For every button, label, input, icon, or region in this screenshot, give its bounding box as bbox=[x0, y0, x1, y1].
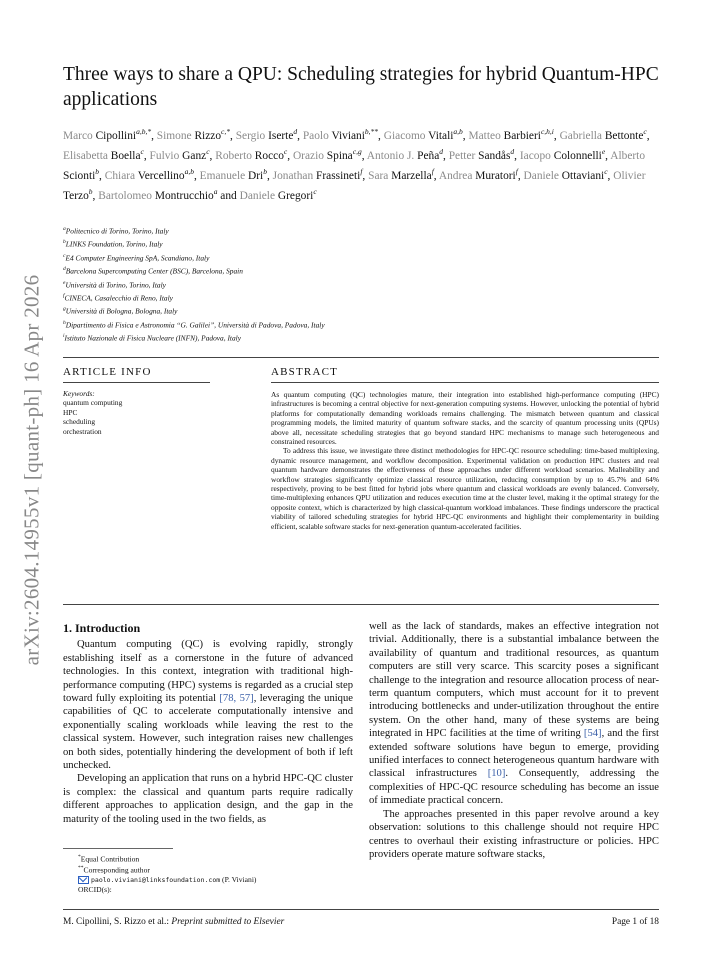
body-paragraph: well as the lack of standards, makes an effective integration not trivial. Additionally, there is a substantial imbalance between the availability of quantum and traditional resources, as quantum computers are still very scarce. This scarcity poses a significant challenge to the integration and resource allocation process of near-term quantum computers, which must account for it to prevent introducing bottlenecks and under-utilization throughout the entire system. On the other hand, many of these systems are being integrated in HPC facilities at the time of writing [54], and the first extended software solutions have begun to emerge, providing unified interfaces to connect heterogeneous quantum hardware with classical infrastructures [10]. Consequently, addressing the complexities of HPC-QC resource scheduling has become an issue of immediate practical concern. bbox=[369, 621, 659, 807]
author-name: Daniele Gregori$^c$ bbox=[239, 187, 317, 202]
body-paragraph: The approaches presented in this paper revolve around a key observation: solutions to this challenge should not require HPC centres to overhaul their existing infrastructure or policies. HPC providers operate mature software stacks, bbox=[369, 808, 659, 860]
footnote-rule bbox=[63, 848, 173, 849]
keyword: orchestration bbox=[63, 426, 102, 436]
abstract-paragraph: To address this issue, we investigate three distinct methodologies for HPC-QC resource scheduling: time-based multiplexing, dynamic resource management, and workflow decomposition. Experimental validation on production HPC clusters and real quantum hardware demonstrates the effectiveness of these approaches under different workload scenarios. Malleability and workflow strategies significantly optimize classical resource utilization, reducing consumption by up to 45.7% and 64% respectively, proving to be best fitted for hybrid jobs where quantum and classical workloads are evenly balanced. Conversely, time-multiplexing enhances QPU utilization and reduces execution time at the cluster level, making it the optimal strategy for the opposite context, which is characterized by high classical-quantum workload imbalances. These findings underscore the practical viability of tailored scheduling strategies for hybrid HPC-QC environments and highlight their complementarity in building efficient, scalable software stacks for next-generation quantum-accelerated facilities. bbox=[271, 446, 659, 531]
footer-rule bbox=[63, 909, 659, 910]
author-name: Gabriella Bettonte$^c$ bbox=[559, 127, 647, 142]
footnote-orcid: ORCID(s): bbox=[78, 885, 112, 895]
section-heading: 1. Introduction bbox=[63, 621, 141, 635]
footnote-email: paolo.viviani@linksfoundation.com (P. Viviani) bbox=[78, 875, 338, 885]
author-name: Alberto Scionti$^b$ bbox=[63, 149, 646, 182]
page-footer bbox=[63, 917, 659, 927]
citation-link[interactable]: [78, 57] bbox=[219, 693, 254, 705]
affiliation-item: $^g$Università di Bologna, Bologna, Italy bbox=[63, 306, 178, 316]
author-name: Paolo Viviani$^{b,**}$ bbox=[302, 127, 379, 142]
body-rule bbox=[63, 604, 659, 605]
author-name: Orazio Spina$^{c,g}$ bbox=[292, 147, 362, 162]
abstract-heading: ABSTRACT bbox=[271, 366, 339, 378]
abstract-rule bbox=[271, 382, 659, 383]
affiliation-item: $^a$Politecnico di Torino, Torino, Italy bbox=[63, 226, 169, 236]
author-name: Antonio J. Peña$^d$ bbox=[366, 147, 444, 162]
author-name: Chiara Vercellino$^{a,b}$ bbox=[104, 167, 194, 182]
right-column bbox=[369, 620, 659, 861]
paper-title: Three ways to share a QPU: Scheduling strategies for hybrid Quantum-HPC applications bbox=[63, 64, 659, 110]
author-name: Petter Sandås$^d$ bbox=[448, 147, 515, 162]
header-rule bbox=[63, 357, 659, 358]
author-name: Simone Rizzo$^{c,*}$ bbox=[156, 127, 230, 142]
left-column bbox=[63, 622, 353, 826]
author-name: Roberto Rocco$^c$ bbox=[215, 147, 288, 162]
affiliation-item: $^e$Università di Torino, Torino, Italy bbox=[63, 279, 166, 289]
article-info-rule bbox=[63, 382, 210, 383]
author-name: Daniele Ottaviani$^c$ bbox=[523, 167, 608, 182]
footnote-equal: *Equal Contribution bbox=[78, 854, 140, 864]
keyword: scheduling bbox=[63, 417, 96, 427]
envelope-icon bbox=[78, 876, 89, 884]
article-info-heading: ARTICLE INFO bbox=[63, 366, 152, 378]
footer-status: Preprint submitted to Elsevier bbox=[171, 917, 285, 927]
author-name: Andrea Muratori$^f$ bbox=[438, 167, 518, 182]
citation-link[interactable]: [54] bbox=[583, 728, 602, 740]
citation-link[interactable]: [10] bbox=[487, 768, 506, 780]
affiliation-item: $^h$Dipartimento di Fisica e Astronomia “G. Galilei”, Università di Padova, Padova, Italy bbox=[63, 319, 325, 330]
author-name: Bartolomeo Montrucchio$^a$ bbox=[98, 187, 218, 202]
body-paragraph: Quantum computing (QC) is evolving rapidly, strongly establishing itself as a cornerstone in the future of advanced technologies. In this context, integration with traditional high-performance computing (HPC) systems is regarded as a crucial step toward fully exploiting its potential [78, 57], leveraging the unique capabilities of QC to accelerate computationally intensive and exponentially scaling workloads while leaving the rest to the classical system. However, such integration raises new challenges on both sides, potentially hindering the development of both if left unchecked. bbox=[63, 639, 353, 772]
author-name: Sergio Iserte$^d$ bbox=[235, 127, 298, 142]
affiliation-item: $^d$Barcelona Supercomputing Center (BSC), Barcelona, Spain bbox=[63, 266, 243, 276]
footer-authors: M. Cipollini, S. Rizzo et al.: bbox=[63, 917, 169, 927]
page-number: Page 1 of 18 bbox=[611, 917, 659, 927]
author-name: Sara Marzella$^f$ bbox=[368, 167, 434, 182]
affiliation-item: $^f$CINECA, Casalecchio di Reno, Italy bbox=[63, 292, 173, 303]
abstract-text bbox=[271, 390, 659, 531]
author-name: Iacopo Colonnelli$^e$ bbox=[519, 147, 606, 162]
author-name: Matteo Barbieri$^{c,h,i}$ bbox=[468, 127, 554, 142]
author-name: Fulvio Ganz$^c$ bbox=[149, 147, 210, 162]
affiliation-list bbox=[63, 224, 663, 344]
email-link[interactable]: paolo.viviani@linksfoundation.com bbox=[91, 875, 221, 884]
body-paragraph: Developing an application that runs on a hybrid HPC-QC cluster is complex: the classical and quantum parts require radically different approaches to application design, and the gap in the maturity of the tooling used in the two fields, as bbox=[63, 773, 353, 825]
keywords-block bbox=[63, 389, 203, 436]
author-name: Emanuele Dri$^b$ bbox=[199, 167, 267, 182]
keywords-label: Keywords: bbox=[63, 389, 95, 398]
affiliation-item: $^c$E4 Computer Engineering SpA, Scandiano, Italy bbox=[63, 252, 210, 263]
author-name: Giacomo Vitali$^{a,b}$ bbox=[383, 127, 463, 142]
affiliation-item: $^i$Istituto Nazionale di Fisica Nucleare (INFN), Padova, Italy bbox=[63, 333, 241, 343]
arxiv-sidebar: arXiv:2604.14955v1 [quant-ph] 16 Apr 2026 bbox=[19, 274, 44, 666]
keyword: HPC bbox=[63, 407, 78, 417]
keyword: quantum computing bbox=[63, 398, 123, 408]
abstract-paragraph: As quantum computing (QC) technologies mature, their integration into established high-performance computing (HPC) infrastructures is becoming a central objective for next-generation computing systems. However, unlocking the potential of hybrid platforms for computationally demanding workloads remains challenging. The mismatch between quantum and classical programming models, the limited maturity of quantum software stacks, and the scarcity of quantum processing units (QPUs) above all, necessitate scheduling strategies that go beyond standard HPC mechanisms to manage such heterogeneous and constrained resources. bbox=[271, 390, 659, 447]
footnote-corresponding: **Corresponding author bbox=[78, 864, 150, 875]
footnotes bbox=[78, 853, 338, 895]
author-name: Elisabetta Boella$^c$ bbox=[63, 147, 144, 162]
author-name: Marco Cipollini$^{a,b,*}$ bbox=[63, 127, 152, 142]
author-name: Olivier Terzo$^b$ bbox=[63, 169, 646, 202]
author-list: Marco Cipollini$^{a,b,*}$, Simone Rizzo$^{c,*}$, Sergio Iserte$^d$, Paolo Viviani$^{b,**}$, Giacomo Vitali$^{a,b}$, Matteo Barbieri$^{c,h,i}$, Gabriella Bettonte$^c$, Elisabetta Boella$^c$, Fulvio Ganz$^c$, Roberto Rocco$^c$, Orazio Spina$^{c,g}$, Antonio J. Peña$^d$, Petter Sandås$^d$, Iacopo Colonnelli$^e$, Alberto Scionti$^b$, Chiara Vercellino$^{a,b}$, Emanuele Dri$^b$, Jonathan Frassineti$^f$, Sara Marzella$^f$, Andrea Muratori$^f$, Daniele Ottaviani$^c$, Olivier Terzo$^b$, Bartolomeo Montrucchio$^a$ and Daniele Gregori$^c$ bbox=[63, 127, 650, 202]
author-name: Jonathan Frassineti$^f$ bbox=[272, 167, 363, 182]
affiliation-item: $^b$LINKS Foundation, Torino, Italy bbox=[63, 239, 163, 249]
